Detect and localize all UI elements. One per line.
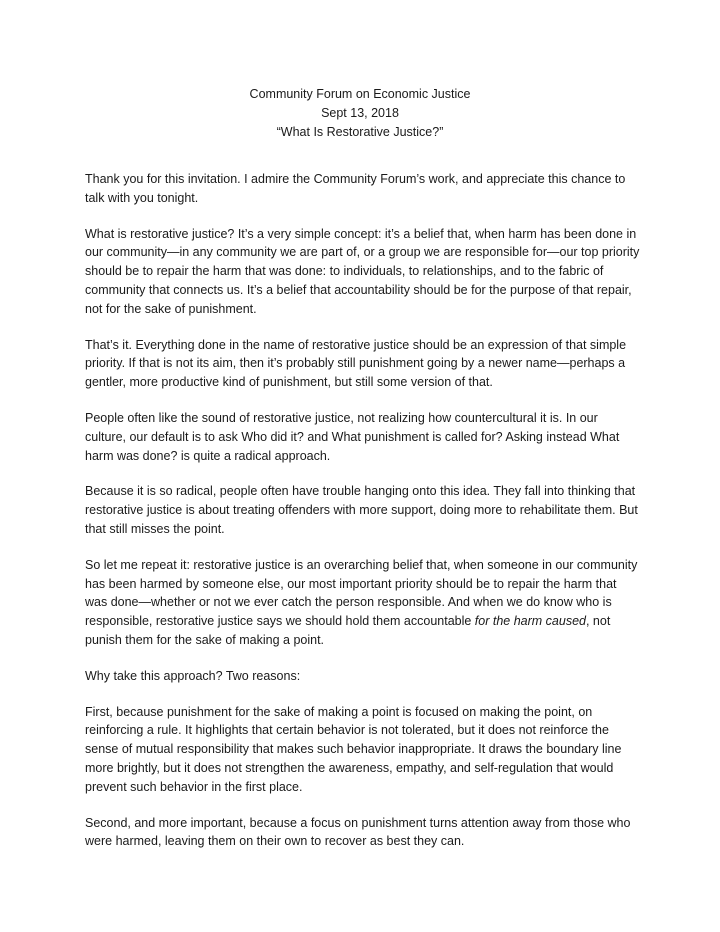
paragraph-7: Why take this approach? Two reasons: <box>85 668 301 683</box>
paragraph-3: That’s it. Everything done in the name of restorative justice should be an expression of that simple priority. If that is not its aim, then it’s probably still punishment going by a newer name—perhaps a gentler, more productive kind of punishment, but still some version of that. <box>85 337 627 390</box>
event-date: Sept 13, 2018 <box>321 105 399 120</box>
event-title: Community Forum on Economic Justice <box>249 87 471 101</box>
paragraph-9: Second, and more important, because a focus on punishment turns attention away from those who were harmed, leaving them on their own to recover as best they can. <box>85 815 631 849</box>
paragraph-6-start: So let me repeat it: restorative justice is an overarching belief that, when someone in our community has been harmed by someone else, our most important priority should be to repair the harm that was done—whether or not we ever catch the person responsible. And when we do know who is responsible, restorative justice says we should hold them accountable <box>85 557 638 629</box>
talk-title: “What Is Restorative Justice?” <box>276 124 444 139</box>
paragraph-6 <box>85 556 641 650</box>
paragraph-6-emphasis: for the harm caused <box>474 614 586 629</box>
paragraph-1: Thank you for this invitation. I admire the Community Forum’s work, and appreciate this chance to talk with you tonight. <box>85 172 626 205</box>
paragraph-4: People often like the sound of restorative justice, not realizing how countercultural it is. In our culture, our default is to ask Who did it? and What punishment is called for? Asking instead What harm was done? is quite a radical approach. <box>85 410 620 463</box>
paragraph-5: Because it is so radical, people often have trouble hanging onto this idea. They fall into thinking that restorative justice is about treating offenders with more support, doing more to rehabilitate them. But that still misses the point. <box>85 484 638 536</box>
document-header <box>0 85 720 141</box>
paragraph-2: What is restorative justice? It’s a very simple concept: it’s a belief that, when harm has been done in our community—in any community we are part of, or a group we are responsible for—our top priority should be to repair the harm that was done: to individuals, to relationships, and to the fabric of community that connects us. It’s a belief that accountability should be for the purpose of that repair, not for the sake of punishment. <box>85 226 640 316</box>
paragraph-8: First, because punishment for the sake of making a point is focused on making the point, on reinforcing a rule. It highlights that certain behavior is not tolerated, but it does not reinforce the sense of mutual responsibility that makes such behavior inappropriate. It draws the boundary line more brightly, but it does not strengthen the awareness, empathy, and self-regulation that would prevent such behavior in the first place. <box>85 704 622 794</box>
paragraph-6-end: , not punish them for the sake of making a point. <box>85 614 611 647</box>
document-body <box>85 170 641 868</box>
